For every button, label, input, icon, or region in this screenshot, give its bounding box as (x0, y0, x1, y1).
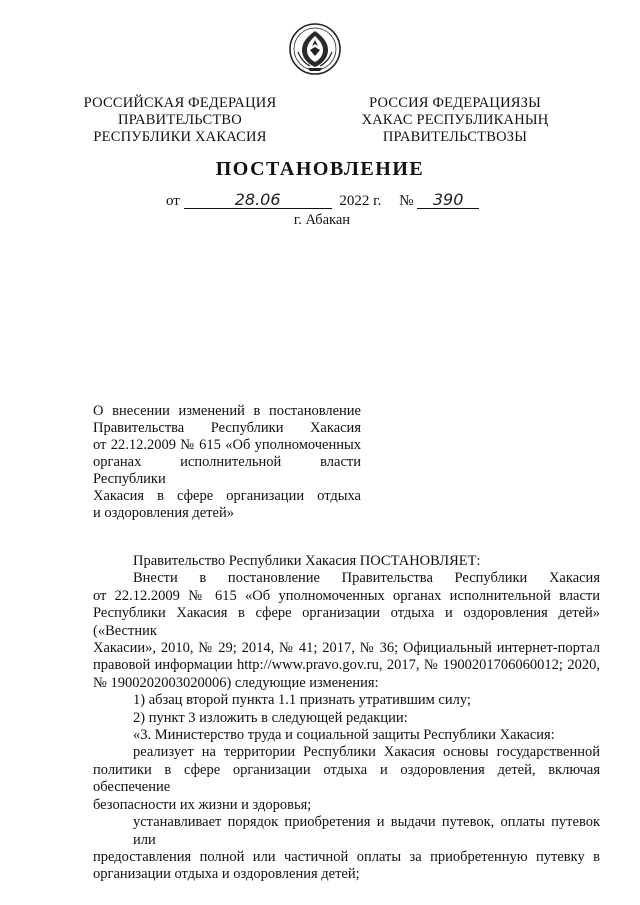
body-line: Хакасии», 2010, № 29; 2014, № 41; 2017, № 36; Официальный интернет-портал (93, 640, 600, 657)
document-body (93, 553, 600, 884)
header-right-line: ПРАВИТЕЛЬСТВОЗЫ (382, 129, 528, 145)
header-left-block (80, 95, 280, 146)
body-paragraph-procedure (93, 814, 600, 884)
city-label (0, 212, 640, 229)
subject-line: Правительства Республики Хакасия (93, 420, 361, 436)
handwritten-number: 390 (417, 192, 479, 209)
number-label: № (399, 193, 414, 209)
body-line: устанавливает порядок приобретения и выдачи путевок, оплаты путевок или (133, 814, 600, 848)
subject-line: Хакасия в сфере организации отдыха (93, 488, 361, 504)
header-left-line: ПРАВИТЕЛЬСТВО (118, 112, 242, 128)
body-line: Внести в постановление Правительства Республики Хакасия (133, 570, 600, 587)
header-left-line: РОССИЙСКАЯ ФЕДЕРАЦИЯ (83, 95, 277, 111)
city-text: г. Абакан (293, 212, 351, 228)
body-line: правовой информации http://www.pravo.gov.ru, 2017, № 1900201706060012; 2020, (93, 657, 600, 674)
header-left-line: РЕСПУБЛИКИ ХАКАСИЯ (93, 129, 267, 145)
body-line: безопасности их жизни и здоровья; (93, 796, 312, 813)
header-right-line: ХАКАС РЕСПУБЛИКАНЫҢ (361, 112, 549, 128)
from-label: от (166, 193, 180, 209)
body-item-1: 1) абзац второй пункта 1.1 признать утратившим силу; (133, 692, 471, 709)
coat-of-arms-emblem (288, 22, 342, 76)
body-line: предоставления полной или частичной оплаты за приобретенную путевку в (93, 848, 600, 865)
document-type-title: ПОСТАНОВЛЕНИЕ (215, 158, 425, 180)
body-line: реализует на территории Республики Хакасия основы государственной (133, 744, 600, 761)
handwritten-date: 28.06 (184, 192, 332, 209)
header-right-block (355, 95, 555, 146)
body-line: от 22.12.2009 № 615 «Об уполномоченных органах исполнительной власти (93, 587, 600, 604)
body-line: Республики Хакасия в сфере организации отдыха и оздоровления детей» («Вестник (93, 605, 600, 639)
body-item-3: «3. Министерство труда и социальной защиты Республики Хакасия: (133, 727, 555, 744)
body-paragraph-implements (93, 744, 600, 814)
subject-block (93, 403, 361, 522)
subject-line: и оздоровления детей» (93, 505, 234, 521)
date-number-row (166, 192, 479, 210)
body-line: организации отдыха и оздоровления детей; (93, 866, 360, 883)
year-label: 2022 г. (339, 193, 382, 209)
subject-line: от 22.12.2009 № 615 «Об уполномоченных (93, 437, 361, 453)
body-paragraph-amendment (93, 570, 600, 692)
subject-line: О внесении изменений в постановление (93, 403, 361, 419)
body-line: № 1900202003020006) следующие изменения: (93, 674, 379, 691)
header-right-line: РОССИЯ ФЕДЕРАЦИЯЗЫ (369, 95, 541, 111)
body-paragraph-intro: Правительство Республики Хакасия ПОСТАНОВЛЯЕТ: (133, 553, 481, 569)
body-item-2: 2) пункт 3 изложить в следующей редакции: (133, 709, 408, 726)
body-line: политики в сфере организации отдыха и оздоровления детей, включая обеспечение (93, 761, 600, 796)
subject-line: органах исполнительной власти Республики (93, 454, 361, 487)
